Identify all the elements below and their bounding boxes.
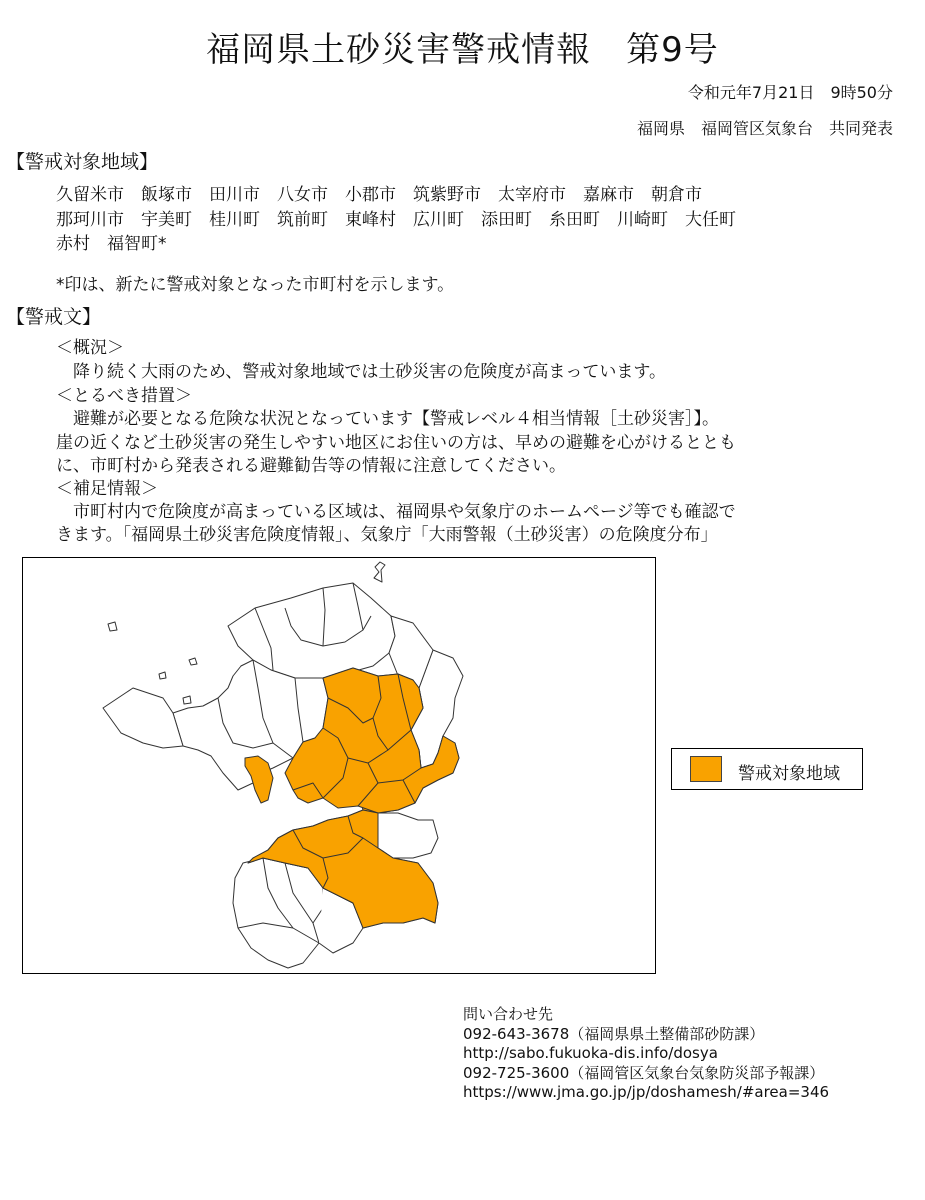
island [374, 562, 385, 582]
municipality [378, 813, 438, 858]
warning-line: 降り続く大雨のため、警戒対象地域では土砂災害の危険度が高まっています。 [56, 362, 666, 382]
warning-line: ＜とるべき措置＞ [56, 386, 192, 406]
area-line: 久留米市 飯塚市 田川市 八女市 小郡市 筑紫野市 太宰府市 嘉麻市 朝倉市 [56, 185, 702, 205]
contact-url-jma[interactable]: https://www.jma.go.jp/jp/doshamesh/#area=346 [463, 1083, 830, 1101]
document-title: 福岡県土砂災害警戒情報 第9号 [206, 30, 719, 70]
issue-date: 令和元年7月21日 9時50分 [687, 83, 893, 102]
contact-block [463, 1005, 829, 1103]
contact-phone-jma: 092-725-3600（福岡管区気象台気象防災部予報課） [463, 1063, 825, 1082]
warning-line: 市町村内で危険度が高まっている区域は、福岡県や気象庁のホームページ等でも確認で [56, 502, 736, 522]
municipality [103, 688, 183, 748]
island [189, 658, 197, 665]
new-area-note: *印は、新たに警戒対象となった市町村を示します。 [56, 275, 455, 295]
warning-line: ＜概況＞ [56, 338, 124, 358]
contact-url-prefecture[interactable]: http://sabo.fukuoka-dis.info/dosya [463, 1044, 718, 1062]
warning-line: きます。「福岡県土砂災害危険度情報」、気象庁「大雨警報（土砂災害）の危険度分布」 [56, 525, 718, 545]
island [108, 622, 117, 631]
warning-line: 避難が必要となる危険な状況となっています【警戒レベル４相当情報［土砂災害］】。 [56, 409, 719, 429]
warning-line: に、市町村から発表される避難勧告等の情報に注意してください。 [56, 456, 566, 476]
prefecture-map [22, 557, 656, 974]
island [159, 672, 166, 679]
area-line: 赤村 福智町* [56, 234, 167, 254]
contact-phone-prefecture: 092-643-3678（福岡県県土整備部砂防課） [463, 1024, 765, 1043]
issuer: 福岡県 福岡管区気象台 共同発表 [636, 119, 893, 138]
warning-heading: 【警戒文】 [6, 306, 102, 328]
contact-heading: 問い合わせ先 [463, 1005, 554, 1023]
legend-swatch [690, 756, 722, 782]
municipality [233, 858, 323, 968]
fukuoka-map [23, 558, 655, 973]
island [183, 696, 191, 704]
area-line: 那珂川市 宇美町 桂川町 筑前町 東峰村 広川町 添田町 糸田町 川崎町 大任町 [56, 210, 736, 230]
legend-label: 警戒対象地域 [738, 764, 840, 784]
warning-line: ＜補足情報＞ [56, 479, 158, 499]
areas-heading: 【警戒対象地域】 [6, 151, 159, 173]
map-legend [671, 748, 863, 790]
warning-line: 崖の近くなど土砂災害の発生しやすい地区にお住いの方は、早めの避難を心がけるととも [56, 433, 736, 453]
